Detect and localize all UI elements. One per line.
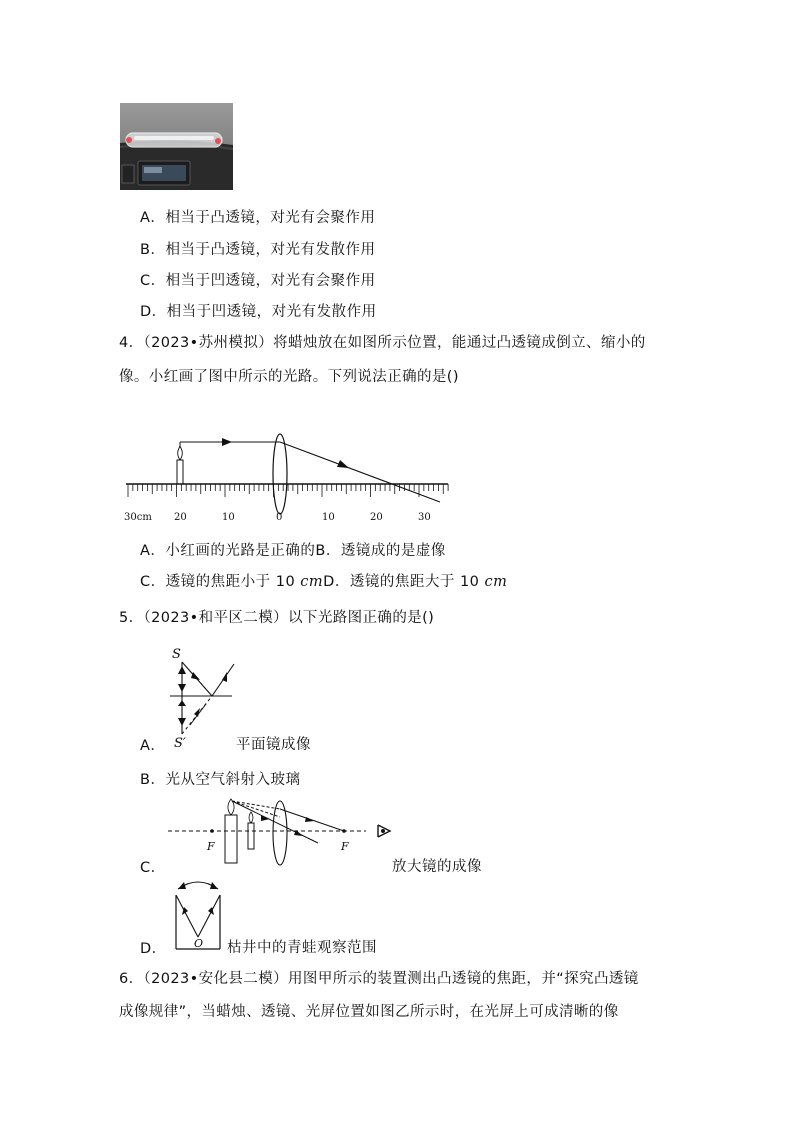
q5-stem: 5．（2023•和平区二模）以下光路图正确的是()	[119, 610, 435, 626]
ruler-tick-label: 0	[276, 512, 283, 523]
q4-option-b: B．透镜成的是虚像	[315, 543, 446, 559]
q4-option-a: A．小红画的光路是正确的	[140, 543, 316, 559]
q5-option-c-caption: 放大镜的成像	[392, 859, 482, 875]
q4-stem-line1: 4．（2023•苏州模拟）将蜡烛放在如图所示位置，能通过凸透镜成倒立、缩小的	[119, 335, 646, 351]
candle	[248, 823, 254, 849]
q3-option-d: D．相当于凹透镜，对光有发散作用	[140, 304, 377, 320]
q4-lens-ruler-diagram	[118, 432, 453, 526]
convex-lens	[273, 434, 287, 514]
q5-option-d-diagram	[168, 877, 228, 953]
q4-options-row1	[140, 539, 446, 560]
ray-arrow	[337, 460, 349, 468]
candle	[177, 460, 183, 484]
water-bottle-dashboard-photo	[120, 103, 233, 190]
focal-point-label: F	[341, 840, 349, 853]
ruler-ticks	[128, 484, 448, 497]
ruler-tick-label: 30	[418, 512, 431, 523]
q4-options-row2	[140, 570, 507, 591]
q3-option-b: B．相当于凸透镜，对光有发散作用	[140, 242, 376, 258]
ruler-unit-label: 30cm	[124, 512, 152, 523]
q3-option-a: A．相当于凸透镜，对光有会聚作用	[140, 210, 376, 226]
candle-flame	[249, 812, 253, 823]
q3-option-c: C．相当于凹透镜，对光有会聚作用	[140, 273, 376, 289]
q6-stem-line2: 成像规律”，当蜡烛、透镜、光屏位置如图乙所示时，在光屏上可成清晰的像	[119, 1004, 619, 1020]
q4-option-d: D．透镜的焦距大于 10	[323, 574, 485, 590]
point-s-label: S	[172, 647, 181, 662]
point-o-label: O	[194, 937, 204, 950]
ruler-tick-label: 10	[222, 512, 235, 523]
eye-icon	[378, 825, 390, 837]
q6-stem-line1: 6．（2023•安化县二模）用图甲所示的装置测出凸透镜的焦距，并“探究凸透镜	[119, 971, 639, 987]
candle-flame	[178, 446, 183, 460]
ray-arrow	[222, 438, 232, 446]
q5-option-c-diagram	[166, 795, 394, 867]
q4-option-d-unit: cm	[484, 574, 508, 590]
q5-option-a-letter: A．	[140, 738, 166, 754]
point-s-image-label: S′	[174, 736, 186, 751]
focal-point-label: F	[207, 840, 215, 853]
q4-stem-line2: 像。小红画了图中所示的光路。下列说法正确的是()	[119, 369, 459, 385]
q5-option-d-letter: D．	[140, 941, 167, 957]
candle	[225, 815, 237, 863]
q5-option-c-letter: C．	[140, 860, 166, 876]
q5-option-a-diagram	[160, 640, 240, 752]
ruler-tick-label: 20	[370, 512, 383, 523]
q4-option-c-unit: cm	[300, 574, 324, 590]
q4-option-c: C．透镜的焦距小于 10	[140, 574, 301, 590]
q5-option-a-caption: 平面镜成像	[236, 737, 311, 753]
ruler-tick-label: 10	[322, 512, 335, 523]
q5-option-d-caption: 枯井中的青蛙观察范围	[227, 940, 377, 956]
q5-option-b: B．光从空气斜射入玻璃	[140, 772, 301, 788]
ruler-tick-label: 20	[174, 512, 187, 523]
